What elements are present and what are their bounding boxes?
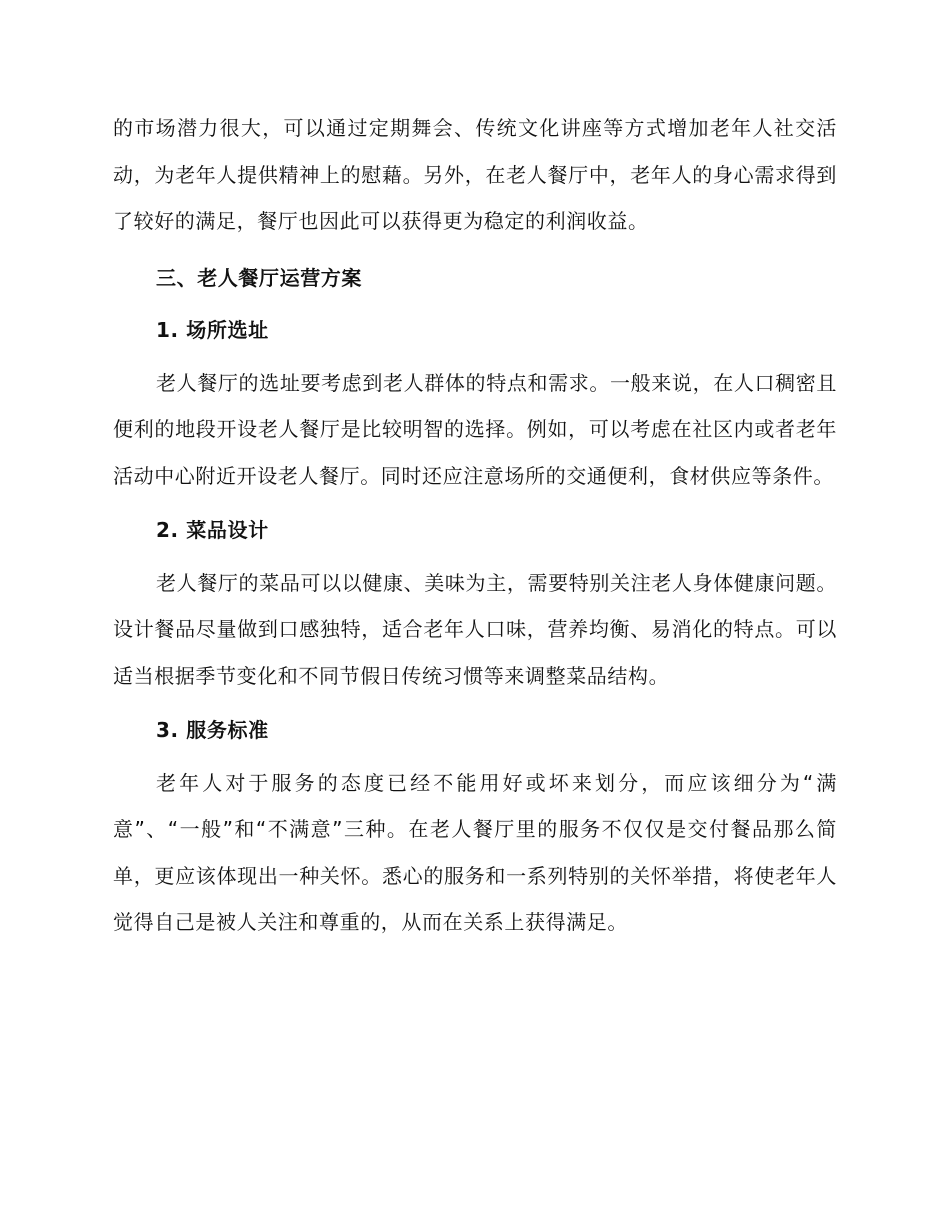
subsection-paragraph-3: 老年人对于服务的态度已经不能用好或坏来划分，而应该细分为“满意”、“一般”和“不满意”三种。在老人餐厅里的服务不仅仅是交付餐品那么简单，更应该体现出一种关怀。悉心的服务和一系列特别的关怀举措，将使老年人觉得自己是被人关注和尊重的，从而在关系上获得满足。 (113, 770, 837, 934)
intro-paragraph: 的市场潜力很大，可以通过定期舞会、传统文化讲座等方式增加老年人社交活动，为老年人提供精神上的慰藉。另外，在老人餐厅中，老年人的身心需求得到了较好的满足，餐厅也因此可以获得更为稳定的利润收益。 (113, 116, 837, 233)
section-heading: 三、老人餐厅运营方案 (156, 265, 362, 290)
subsection-heading-2: 2. 菜品设计 (156, 518, 269, 542)
spacer (113, 699, 837, 707)
spacer (113, 245, 837, 255)
document-page (113, 105, 837, 946)
subsection-paragraph-1: 老人餐厅的选址要考虑到老人群体的特点和需求。一般来说，在人口稠密且便利的地段开设老人餐厅是比较明智的选择。例如，可以考虑在社区内或者老年活动中心附近开设老人餐厅。同时还应注意场所的交通便利，食材供应等条件。 (113, 370, 837, 488)
spacer (113, 499, 837, 507)
subsection-paragraph-2: 老人餐厅的菜品可以以健康、美味为主，需要特别关注老人身体健康问题。设计餐品尽量做到口感独特，适合老年人口味，营养均衡、易消化的特点。可以适当根据季节变化和不同节假日传统习惯等来调整菜品结构。 (113, 570, 837, 688)
subsection-heading-3: 3. 服务标准 (156, 718, 269, 742)
subsection-heading-1: 1. 场所选址 (156, 318, 269, 342)
